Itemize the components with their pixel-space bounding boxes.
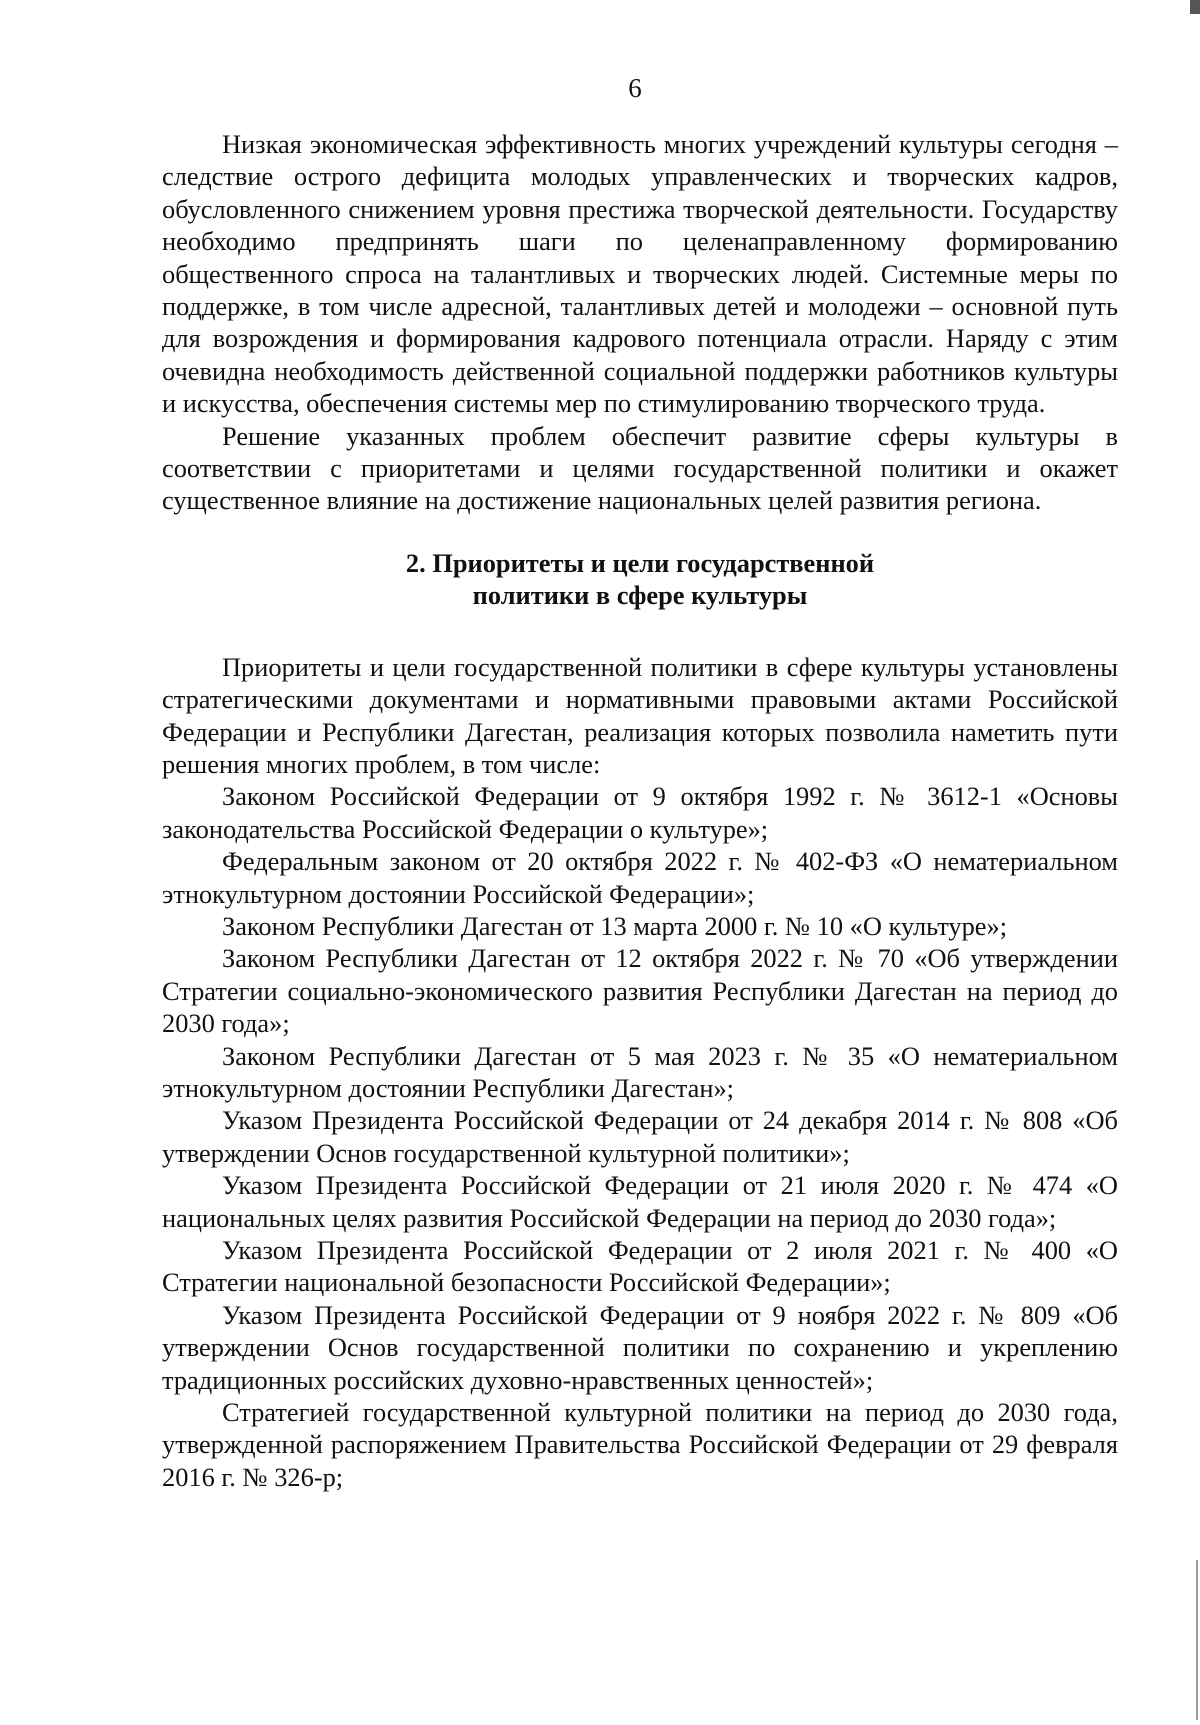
list-item: Законом Республики Дагестан от 12 октября 2022 г. № 70 «Об утверждении Стратегии социально-экономического развития Республики Дагестан на период до 2030 года»; [162, 943, 1118, 1039]
section-heading-line: 2. Приоритеты и цели государственной [405, 547, 875, 578]
document-body [162, 128, 1118, 1493]
scan-artifact [1190, 0, 1200, 14]
list-item: Указом Президента Российской Федерации от 2 июля 2021 г. № 400 «О Стратегии национальной безопасности Российской Федерации»; [162, 1235, 1118, 1298]
list-item: Указом Президента Российской Федерации от 9 ноября 2022 г. № 809 «Об утверждении Основ государственной политики по сохранению и укреплению традиционных российских духовно-нравственных ценностей»; [162, 1299, 1118, 1395]
list-item: Федеральным законом от 20 октября 2022 г. № 402-ФЗ «О нематериальном этнокультурном достоянии Российской Федерации»; [162, 846, 1118, 909]
list-item: Законом Республики Дагестан от 5 мая 2023 г. № 35 «О нематериальном этнокультурном достоянии Республики Дагестан»; [162, 1040, 1118, 1103]
list-item: Указом Президента Российской Федерации от 21 июля 2020 г. № 474 «О национальных целях развития Российской Федерации на период до 2030 года»; [162, 1170, 1118, 1233]
paragraph: Решение указанных проблем обеспечит развитие сферы культуры в соответствии с приоритетами и целями государственной политики и окажет существенное влияние на достижение национальных целей развития региона. [162, 420, 1118, 516]
scan-artifact [1196, 1560, 1198, 1720]
list-item: Стратегией государственной культурной политики на период до 2030 года, утвержденной распоряжением Правительства Российской Федерации от 29 февраля 2016 г. № 326-р; [162, 1397, 1118, 1492]
list-item: Законом Республики Дагестан от 13 марта 2000 г. № 10 «О культуре»; [222, 910, 1008, 941]
section-heading [162, 547, 1118, 612]
list-item: Указом Президента Российской Федерации от 24 декабря 2014 г. № 808 «Об утверждении Основ государственной культурной политики»; [162, 1105, 1118, 1168]
paragraph: Приоритеты и цели государственной политики в сфере культуры установлены стратегическими документами и нормативными правовыми актами Российской Федерации и Республики Дагестан, реализация которых позволила наметить пути решения многих проблем, в том числе: [162, 651, 1118, 779]
section-heading-line: политики в сфере культуры [472, 580, 808, 611]
paragraph: Низкая экономическая эффективность многих учреждений культуры сегодня – следствие острого дефицита молодых управленческих и творческих кадров, обусловленного снижением уровня престижа творческой деятельности. Государству необходимо предпринять шаги по целенаправленному формированию общественного спроса на талантливых и творческих людей. Системные меры по поддержке, в том числе адресной, талантливых детей и молодежи – основной путь для возрождения и формирования кадрового потенциала отрасли. Наряду с этим очевидна необходимость действенной социальной поддержки работников культуры и искусства, обеспечения системы мер по стимулированию творческого труда. [162, 129, 1118, 419]
list-item: Законом Российской Федерации от 9 октября 1992 г. № 3612-1 «Основы законодательства Российской Федерации о культуре»; [162, 781, 1118, 844]
page-number: 6 [628, 73, 642, 103]
